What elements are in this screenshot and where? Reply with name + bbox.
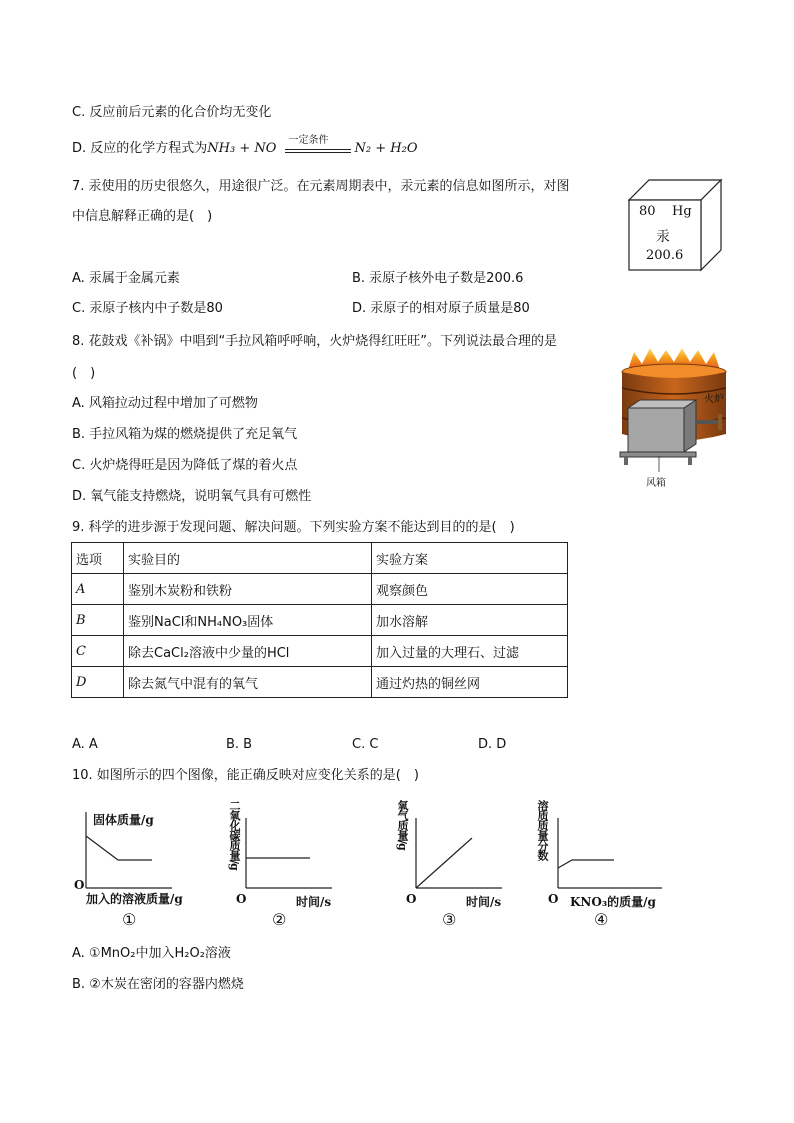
row-a-purpose: 鉴别木炭粉和铁粉	[124, 574, 372, 605]
graph-3-origin: O	[406, 892, 417, 906]
q10-option-a: A. ①MnO₂中加入H₂O₂溶液	[72, 946, 231, 961]
graph-2	[244, 818, 334, 892]
graph-1-ylabel: 固体质量/g	[93, 813, 154, 827]
furnace-bellows-figure	[614, 348, 744, 486]
q8-stem-line2: ( )	[72, 366, 96, 381]
row-b-option: B	[72, 605, 124, 636]
graph-4	[556, 818, 664, 892]
q7-stem-line2: 中信息解释正确的是( )	[72, 209, 213, 224]
table-row	[72, 605, 568, 636]
graph-4-number: ④	[594, 910, 609, 929]
q8-option-b: B. 手拉风箱为煤的燃烧提供了充足氧气	[72, 427, 298, 442]
graph-4-ylabel: 溶质质量分数	[536, 800, 549, 860]
q6-option-d-prefix: D. 反应的化学方程式为	[72, 141, 208, 156]
experiment-table	[71, 542, 568, 698]
row-b-plan: 加水溶解	[372, 605, 568, 636]
graph-2-number: ②	[272, 910, 287, 929]
q6-option-d	[72, 135, 418, 158]
row-c-option: C	[72, 636, 124, 667]
graph-4-curve	[558, 860, 614, 868]
row-c-purpose: 除去CaCl₂溶液中少量的HCl	[124, 636, 372, 667]
header-plan: 实验方案	[372, 543, 568, 574]
q9-stem: 9. 科学的进步源于发现问题、解决问题。下列实验方案不能达到目的的是( )	[72, 520, 515, 535]
q6-eq-right: N₂ + H₂O	[354, 141, 418, 156]
graph-3	[414, 818, 504, 892]
q10-stem: 10. 如图所示的四个图像，能正确反映对应变化关系的是( )	[72, 768, 419, 783]
graph-3-xlabel: 时间/s	[466, 895, 502, 909]
row-d-plan: 通过灼热的铜丝网	[372, 667, 568, 698]
element-name: 汞	[656, 229, 670, 245]
q10-option-b: B. ②木炭在密闭的容器内燃烧	[72, 977, 244, 992]
graph-3-number: ③	[442, 910, 457, 929]
header-purpose: 实验目的	[124, 543, 372, 574]
row-d-purpose: 除去氮气中混有的氧气	[124, 667, 372, 698]
header-option: 选项	[72, 543, 124, 574]
q7-option-d: D. 汞原子的相对原子质量是80	[352, 301, 530, 316]
graph-1-curve	[86, 836, 152, 860]
graph-2-ylabel: 二氧化碳质量/g	[228, 800, 241, 870]
graph-4-origin: O	[548, 892, 559, 906]
element-atomic-number: 80	[639, 204, 656, 219]
q9-option-c: C. C	[352, 737, 379, 752]
graph-1-number: ①	[122, 910, 137, 929]
graph-3-curve	[416, 838, 472, 888]
q8-option-d: D. 氧气能支持燃烧，说明氧气具有可燃性	[72, 489, 312, 504]
q6-eq-left: NH₃ + NO	[207, 141, 277, 156]
q7-option-c: C. 汞原子核内中子数是80	[72, 301, 223, 316]
q9-option-d: D. D	[478, 737, 507, 752]
row-b-purpose: 鉴别NaCl和NH₄NO₃固体	[124, 605, 372, 636]
table-header-row	[72, 543, 568, 574]
q6-eq-condition: 一定条件	[288, 135, 329, 146]
row-a-plan: 观察颜色	[372, 574, 568, 605]
row-d-option: D	[72, 667, 124, 698]
row-c-plan: 加入过量的大理石、过滤	[372, 636, 568, 667]
table-row	[72, 574, 568, 605]
graph-1-xlabel: 加入的溶液质量/g	[86, 892, 183, 906]
q8-option-a: A. 风箱拉动过程中增加了可燃物	[72, 396, 258, 411]
element-mass: 200.6	[646, 248, 684, 263]
graph-2-origin: O	[236, 892, 247, 906]
q9-option-b: B. B	[226, 737, 253, 752]
q9-option-a: A. A	[72, 737, 98, 752]
q6-eq-arrow	[285, 135, 351, 158]
row-a-option: A	[72, 574, 124, 605]
graph-4-xlabel: KNO₃的质量/g	[570, 895, 656, 909]
q7-option-b: B. 汞原子核外电子数是200.6	[352, 271, 524, 286]
bellows-label: 风箱	[646, 478, 666, 489]
furnace-label: 火炉	[704, 394, 724, 405]
table-row	[72, 636, 568, 667]
q7-option-a: A. 汞属于金属元素	[72, 271, 180, 286]
q8-stem-line1: 8. 花鼓戏《补锅》中唱到“手拉风箱呼呼响，火炉烧得红旺旺”。下列说法最合理的是	[72, 334, 558, 349]
q6-option-c: C. 反应前后元素的化合价均无变化	[72, 105, 272, 120]
graph-2-xlabel: 时间/s	[296, 895, 332, 909]
graph-3-ylabel: 氧气质量/g	[396, 800, 409, 850]
q7-stem-line1: 7. 汞使用的历史很悠久，用途很广泛。在元素周期表中，汞元素的信息如图所示，对图	[72, 179, 570, 194]
q8-option-c: C. 火炉烧得旺是因为降低了煤的着火点	[72, 458, 298, 473]
table-row	[72, 667, 568, 698]
element-symbol: Hg	[672, 204, 692, 219]
graph-1-origin: O	[74, 878, 85, 892]
